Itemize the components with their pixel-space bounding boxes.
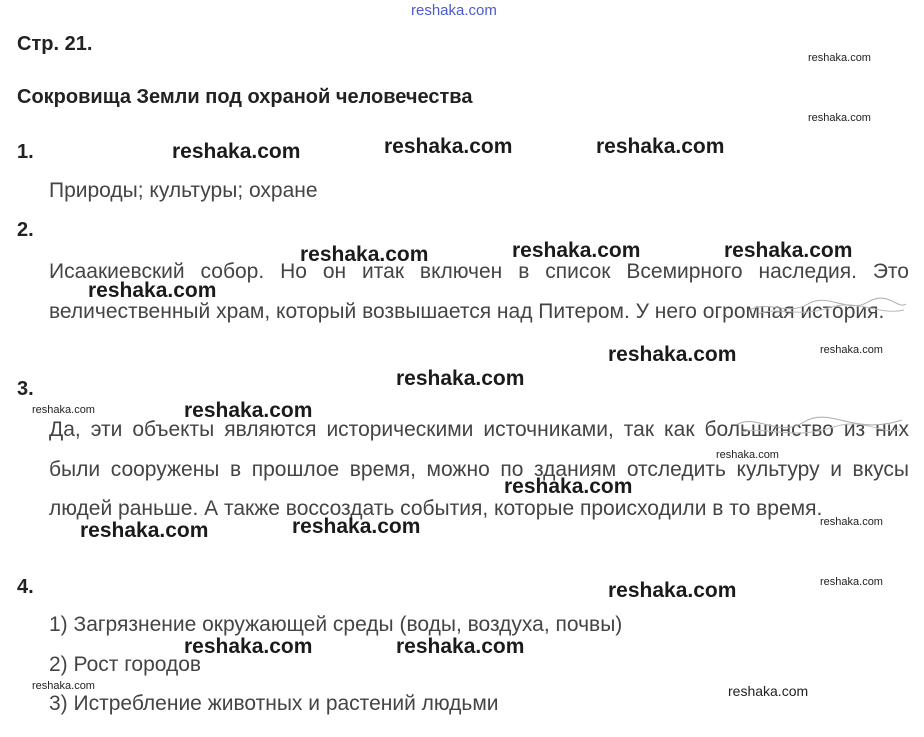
scribble-mark xyxy=(748,296,908,320)
watermark: reshaka.com xyxy=(300,243,429,266)
watermark-small: reshaka.com xyxy=(716,449,779,461)
watermark-small: reshaka.com xyxy=(808,112,871,124)
watermark-small: reshaka.com xyxy=(32,680,95,692)
watermark: reshaka.com xyxy=(596,135,725,158)
answer-number-4: 4. xyxy=(17,576,34,598)
watermark: reshaka.com xyxy=(504,475,633,498)
topic-title: Сокровища Земли под охраной человечества xyxy=(17,86,473,108)
watermark: reshaka.com xyxy=(384,135,513,158)
watermark: reshaka.com xyxy=(396,367,525,390)
watermark-small: reshaka.com xyxy=(32,404,95,416)
watermark: reshaka.com xyxy=(88,279,217,302)
scribble-mark xyxy=(734,412,906,442)
watermark: reshaka.com xyxy=(292,515,421,538)
watermark: reshaka.com xyxy=(608,579,737,602)
watermark: reshaka.com xyxy=(608,343,737,366)
answer-4-line-2: 2) Рост городов xyxy=(49,653,202,676)
watermark-small: reshaka.com xyxy=(820,576,883,588)
watermark: reshaka.com xyxy=(512,239,641,262)
watermark: reshaka.com xyxy=(396,635,525,658)
watermark-small: reshaka.com xyxy=(820,344,883,356)
answer-3-text: Да, эти объекты являются историческими источниками, так как большинство из них были сооружены в прошлое время, можно по зданиям отследить культуру и вкусы людей раньше. А также воссоздать события, которые происходили в то время. xyxy=(49,418,909,520)
answer-4-line-1: 1) Загрязнение окружающей среды (воды, воздуха, почвы) xyxy=(49,613,623,636)
watermark-medium: reshaka.com xyxy=(728,683,809,699)
answer-1-line-1: Природы; культуры; охране xyxy=(49,179,318,202)
answer-2-text: Исаакиевский собор. Но он итак включен в список Всемирного наследия. Это величественный храм, который возвышается над Питером. У него огромная история. xyxy=(49,260,909,323)
watermark-small: reshaka.com xyxy=(808,52,871,64)
site-link[interactable]: reshaka.com xyxy=(411,2,497,19)
answer-number-2: 2. xyxy=(17,219,34,241)
watermark-small: reshaka.com xyxy=(820,516,883,528)
page-title: Стр. 21. xyxy=(17,33,93,55)
watermark: reshaka.com xyxy=(172,140,301,163)
watermark: reshaka.com xyxy=(80,519,209,542)
watermark: reshaka.com xyxy=(184,399,313,422)
answer-number-3: 3. xyxy=(17,378,34,400)
answer-4-line-3: 3) Истребление животных и растений людьми xyxy=(49,692,499,715)
watermark: reshaka.com xyxy=(724,239,853,262)
watermark: reshaka.com xyxy=(184,635,313,658)
answer-number-1: 1. xyxy=(17,141,34,163)
